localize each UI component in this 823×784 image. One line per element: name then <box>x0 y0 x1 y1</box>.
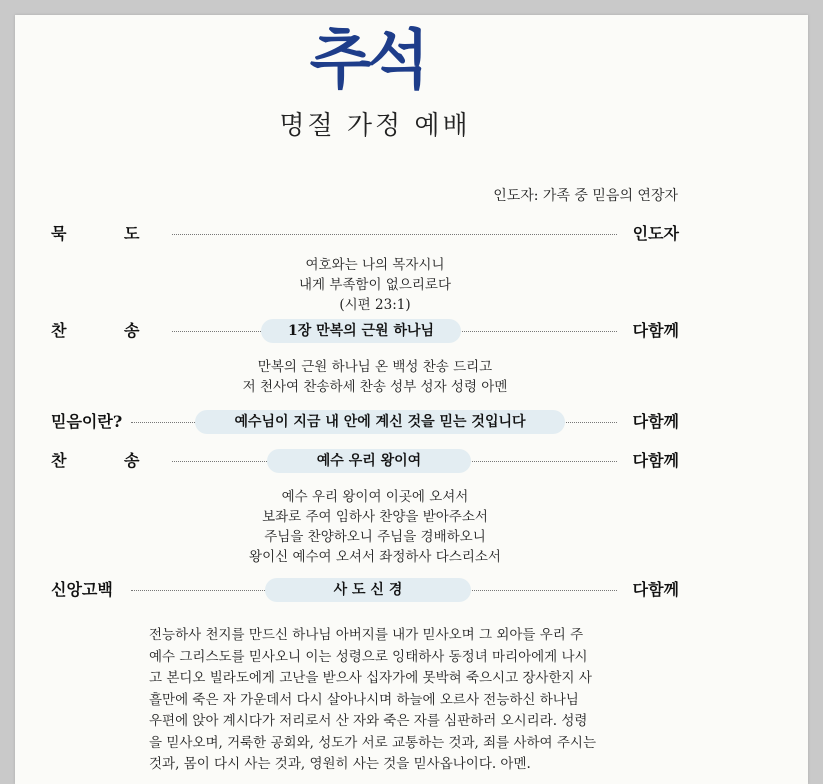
creed-line: 것과, 몸이 다시 사는 것과, 영원히 사는 것을 믿사옵나이다. 아멘. <box>149 756 531 772</box>
main-title: 추석 <box>309 24 426 98</box>
verse-line: 보좌로 주여 임하사 찬양을 받아주소서 <box>262 509 488 525</box>
order-label: 신앙고백 <box>51 578 119 602</box>
creed-line: 예수 그리스도를 믿사오니 이는 성령으로 잉태하사 동정녀 마리아에게 나시 <box>149 648 588 665</box>
creed-line: 흘만에 죽은 자 가운데서 다시 살아나시며 하늘에 오르사 전능하신 하나님 <box>149 691 579 708</box>
creed-line: 고 본디오 빌라도에게 고난을 받으사 십자가에 못박혀 죽으시고 장사한지 사 <box>149 670 592 686</box>
verse-line: 예수 우리 왕이여 이곳에 오셔서 <box>281 489 469 505</box>
order-leader: 다함께 <box>627 319 679 343</box>
verse-line: 저 천사여 찬송하세 찬송 성부 성자 성령 아멘 <box>242 379 508 395</box>
order-leader: 인도자 <box>627 222 679 246</box>
order-row-confession <box>51 578 679 602</box>
faith-statement-pill: 예수님이 지금 내 안에 계신 것을 믿는 것입니다 <box>195 410 565 434</box>
hymn-title-pill: 1장 만복의 근원 하나님 <box>261 319 461 343</box>
order-row-faith <box>51 410 679 434</box>
apostles-creed-text <box>149 625 605 776</box>
subtitle: 명절 가정 예배 <box>279 111 471 141</box>
psalm-verse <box>145 255 605 315</box>
hymn-1-lyrics <box>145 357 605 397</box>
order-leader: 다함께 <box>627 410 679 434</box>
verse-line: 만복의 근원 하나님 온 백성 찬송 드리고 <box>257 359 493 375</box>
hymn-2-lyrics <box>145 487 605 567</box>
order-label: 찬 송 <box>51 449 171 473</box>
order-label: 찬 송 <box>51 319 171 343</box>
creed-line: 우편에 앉아 계시다가 저리로서 산 자와 죽은 자를 심판하러 오시리라. 성령 <box>149 713 588 729</box>
order-leader: 다함께 <box>627 578 679 602</box>
bulletin-page <box>15 15 808 784</box>
order-row-silent-prayer <box>51 222 679 246</box>
creed-line: 을 믿사오며, 거룩한 공회와, 성도가 서로 교통하는 것과, 죄를 사하여 주시는 <box>149 734 597 751</box>
hymn-title-pill: 예수 우리 왕이여 <box>267 449 471 473</box>
verse-line: 여호와는 나의 목자시니 <box>305 257 445 273</box>
order-label: 묵 도 <box>51 222 171 246</box>
order-row-hymn-2 <box>51 449 679 473</box>
order-leader: 다함께 <box>627 449 679 473</box>
verse-line: 왕이신 예수여 오셔서 좌정하사 다스리소서 <box>249 549 501 565</box>
creed-line: 전능하사 천지를 만드신 하나님 아버지를 내가 믿사오며 그 외아들 우리 주 <box>149 627 584 643</box>
creed-title-pill: 사 도 신 경 <box>265 578 471 602</box>
verse-line: 내게 부족함이 없으리로다 <box>298 277 452 293</box>
leader-note: 인도자: 가족 중 믿음의 연장자 <box>493 188 678 204</box>
verse-line: 주님을 찬양하오니 주님을 경배하오니 <box>264 529 486 545</box>
leader-dots <box>131 234 617 235</box>
verse-reference: (시편 23:1) <box>339 297 411 313</box>
order-row-hymn-1 <box>51 319 679 343</box>
order-label: 믿음이란? <box>51 410 128 434</box>
